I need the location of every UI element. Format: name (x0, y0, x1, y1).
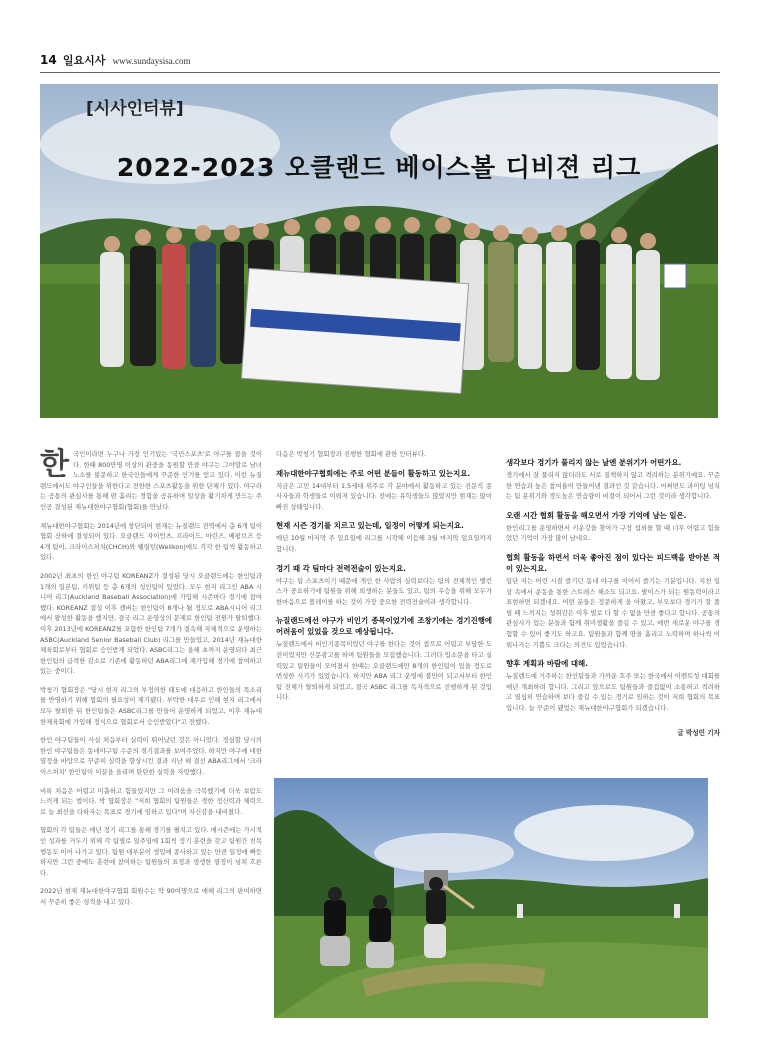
event-banner (241, 268, 468, 393)
publication-name: 일요시사 (62, 54, 106, 67)
paragraph: 2002년 최초의 한인 야구팀 KOREANZ가 결성된 당시 오클랜드에는 한인팀과 1개의 일본팀, 키위팀 등 총 6개의 성인팀이 있었다. 모두 현지 리그인 ABA 시니어 리그(Auckland Baseball Association)에 가입해 시즌마다 경기에 참여했다. KOREANZ 결성 이후 캔버는 한인팀이 8개나 될 정도로 ABA시니어 리그에서 왕성한 활동을 했지만, 결국 리그 운영상의 문제로 한인팀 전원가 탈퇴했다. 이후 2013년에 KOREANZ를 포함한 한인팀 7개가 결속해 자체적으로 운영하는 ASBC(Auckland Senior Baseball Club) 리그를 만들었고, 2014년 재뉴대한체육회로부터 협회로 승인받게 되었다. ASBC리그는 올해 초까지 운영되다 최근 한인팀의 급격한 감소로 기존에 활동하던 ABA리그에 재가입해 경기에 참여하고 있는 중이다. (40, 571, 262, 676)
team-photo-illustration (40, 84, 718, 418)
paragraph: 협회의 각 팀들은 매년 정기 리그를 통해 경기를 펼치고 있다. 매시즌에는 가시적인 성과를 거두기 위해 각 팀별로 일주일에 1회씩 정기 훈련을 갖고 팀원간 친목행동도 이어 나가고 있다. 팀원 대부분이 생업에 종사하고 있는 만큼 일정에 빠듯하지만 그런 중에도 훈련에 참여하는 팀원들의 표정과 생생한 열정이 넘쳐 흐른다. (40, 826, 262, 877)
article-title: 2022-2023 오클랜드 베이스볼 디비젼 리그 (116, 153, 642, 182)
column-3 (506, 449, 720, 738)
answer: 한인리그를 운영하면서 키운강을 찾아가 구장 섭외를 할 때 너무 어렵고 힘들었던 기억이 가장 많이 남네요. (506, 523, 720, 543)
dropcap: 한 (40, 448, 69, 481)
column-1 (40, 449, 262, 916)
answer: 야구는 팀 스포츠이기 때문에 개인 한 사람의 실력보다는 팀의 전체적인 밸런스가 중요하기에 팀원들 위해 희생하는 분들도 있고, 팀의 우승을 위해 모두가 한마음으로 플레이를 하는 것이 가장 중요한 전력전술이라 생각합니다. (276, 576, 492, 606)
column-2 (276, 449, 492, 711)
answer: 뉴질랜드에서 비인기종목이었던 야구를 한다는 것이 참으로 어렵고 부담한 도전이었지만 신문광고를 하며 팀원들을 모집했습니다. 그러다 입소문을 타고 실력있고 팀원들이 모여졌서 한때는 오클랜드에만 8개의 한인팀이 있을 정도로 번성한 시기가 있었습니다. 하지만 ABA 리그 운영에 불만이 되고서부터 한인팀 전체가 탈퇴하게 되었고, 결국 ASBC 리그를 독자적으로 진행하게 된 것입니다. (276, 640, 492, 702)
paragraph: 재뉴대한야구협회는 2014년에 창단되어 현재는 뉴질랜드 전역에서 총 6개 팀이 협회 산하에 결성되어 있다. 오클랜드 자이언츠, 프라이드, 마린즈, 베팡브즈 등 4개 팀이, 크라이스처치(CHCH)와 웰링턴(Wellkon)에도 각각 한 팀씩 활동하고 있다. (40, 521, 262, 562)
question: 협회 활동을 하면서 더욱 좋아진 점이 있다는 피드백을 받아본 적이 있는지요. (506, 552, 720, 573)
paragraph: 비록 처음은 어렵고 미흡하고 힘들었지만 그 어려움을 극복했기에 더욱 보람도 느끼게 되는 법이다. 박 협회장은 "저희 협회의 팀원들은 경한 정신력과 체력으로 늘 최선을 다하자는 목표로 경기에 임하고 있다"며 자신감을 내비쳤다. (40, 786, 262, 816)
question: 재뉴대한야구협회에는 주로 어떤 분들이 활동하고 있는지요. (276, 468, 471, 478)
publication-url: www.sundaysisa.com (112, 56, 191, 66)
question: 뉴질랜드에선 야구가 비인기 종목이었기에 조창기에는 경기진행에 어려움이 있었을 것으로 예상됩니다. (276, 616, 492, 637)
paragraph (40, 449, 262, 513)
paragraph: 박청기 협회장은 "당시 현지 리그의 부정의한 태도에 대응하고 한인들의 목소리를 반영하기 위해 협회의 필요성이 제기됐다. 부탁한 대우로 인해 현지 리그에서 모두 탈퇴한 뒤 한인팀들은 ASBC리그를 만들어 운영하게 되었고, 이후 재뉴대한체육회에 가입해 정식으로 협회로서 승인받았다"고 전했다. (40, 685, 262, 726)
question: 생각보다 경기가 풀리지 않는 날엔 분위기가 어떤가요. (506, 458, 682, 467)
paragraph: 한인 야구팀들이 사실 처음부터 실력이 뛰어났던 것은 아니었다. 정심할 당시의 한인 야구팀들은 동네야구팀 수준의 경기결과를 보여주었다. 하지만 야구에 대한 열정을 바탕으로 꾸준히 실력을 향상시킨 결과 지난 해 결선 ABA리그에서 '크라이스처치' 한인팀이 이끌을 올리며 탄탄한 실력을 자랑했다. (40, 736, 263, 777)
answer: 지금은 고민 14대부터 1.5세대 위주로 각 분야에서 활동하고 있는 전문직 종사자들과 학생들로 이뤄져 있습니다. 전에는 유학생들도 많았지만 현재는 많이 빠진 상태입니다. (276, 481, 492, 511)
question: 향후 계획과 바람에 대해. (506, 659, 588, 669)
interview-intro: 다음은 박청기 협회장과 진행한 협회에 관한 인터뷰다. (276, 450, 427, 458)
answer: 일단 저는 어린 시절 즐기던 동네 야구를 이어서 즐기는 기분입니다. 지친 일상 속에서 운동을 통한 스트레스 해소도 되고요. 팔이스가 되는 원동력이라고 표현하면 되겠네요. 어떤 분들은 정문하게 올 아왔고, 부모보다 경기가 잘 풀릴 때 느끼지는 성취감은 이후 벌로 다 할 수 없을 만큼 좋다고 합니다. 공통의 관심사가 있는 분들과 함께 취미생활을 즐길 수 있고, 매번 새로운 야구를 경험할 수 있어 좋기도 하고요. 팀원들과 함께 땀을 흘리고 노력하며 하나씩 이뤄나가는 기쁨도 크다는 의견도 있었습니다. (506, 576, 720, 649)
question: 경기 때 각 팀마다 전력전술이 있는지요. (276, 563, 406, 573)
hero-photo (40, 84, 718, 418)
question: 오랜 시간 협회 활동을 해오면서 가장 기억에 남는 일은. (506, 510, 687, 520)
game-photo (274, 778, 708, 1018)
question: 현재 시즌 경기를 치르고 있는데, 일정이 어떻게 되는지요. (276, 521, 464, 531)
paragraph: 2022년 현재 재뉴대한야구협회 회원수는 약 90여명으로 매해 리그의 판여하면서 꾸준히 좋은 성적을 내고 있다. (40, 887, 262, 906)
section-tag: [시사인터뷰] (86, 99, 184, 119)
author-byline: 글 박성민 기자 (677, 728, 720, 737)
page-number: 14 (40, 53, 57, 67)
paragraph-text: 국인이라면 누구나 가장 인기있는 '국민스포츠'로 야구를 꼽을 것이다. 한때 800만명 이상의 관중을 동원할 만큼 야구는 그야말로 남녀노소를 불문하고 한국인들에게 꾸준한 인기를 얻고 있다. 이런 뉴질랜드에서도 야구인들을 위한다고 전한한 스포츠활동을 위한 단체가 있다. 야구라는 공통의 관심사를 통해 땀 흘리는 경험을 공유하며 일상을 활기차게 만드는 주인공 결성된 재뉴대한야구협회(협회)를 만났다. (40, 450, 263, 511)
answer: 뉴질랜드에 거주하는 한인팀들과 가까운 호주 또는 한국에서 이벤트성 대회를 매년 개최하려 합니다. 그리고 앞으로도 팀원들과 즐겁없이 소통하고 격려하고 열심히 연습하며 보다 즐길 수 있는 경기로 임하는 것이 저희 협회의 목표입니다. 늘 꾸준이 됐었는 재뉴대한야구협회가 되겠습니다. (506, 672, 720, 712)
answer: 매년 10월 마지막 주 일요일에 리그를 시작해 이듬해 3월 마지막 일요일까지 합니다. (276, 534, 492, 553)
answer: 경기에서 잘 풀리지 않더라도 서로 질책하지 않고 격려하는 분위기예요. 꾸준한 연습과 높은 참여율이 만들어낸 결과인 것 같습니다. 어쩌면도 과이팅 넘치는 팀 분위기와 경도높은 연습량이 비결이 되어서 그런 것이라 생각합니다. (506, 471, 720, 501)
baseball-game-illustration (274, 778, 708, 1018)
page-header (40, 52, 720, 73)
